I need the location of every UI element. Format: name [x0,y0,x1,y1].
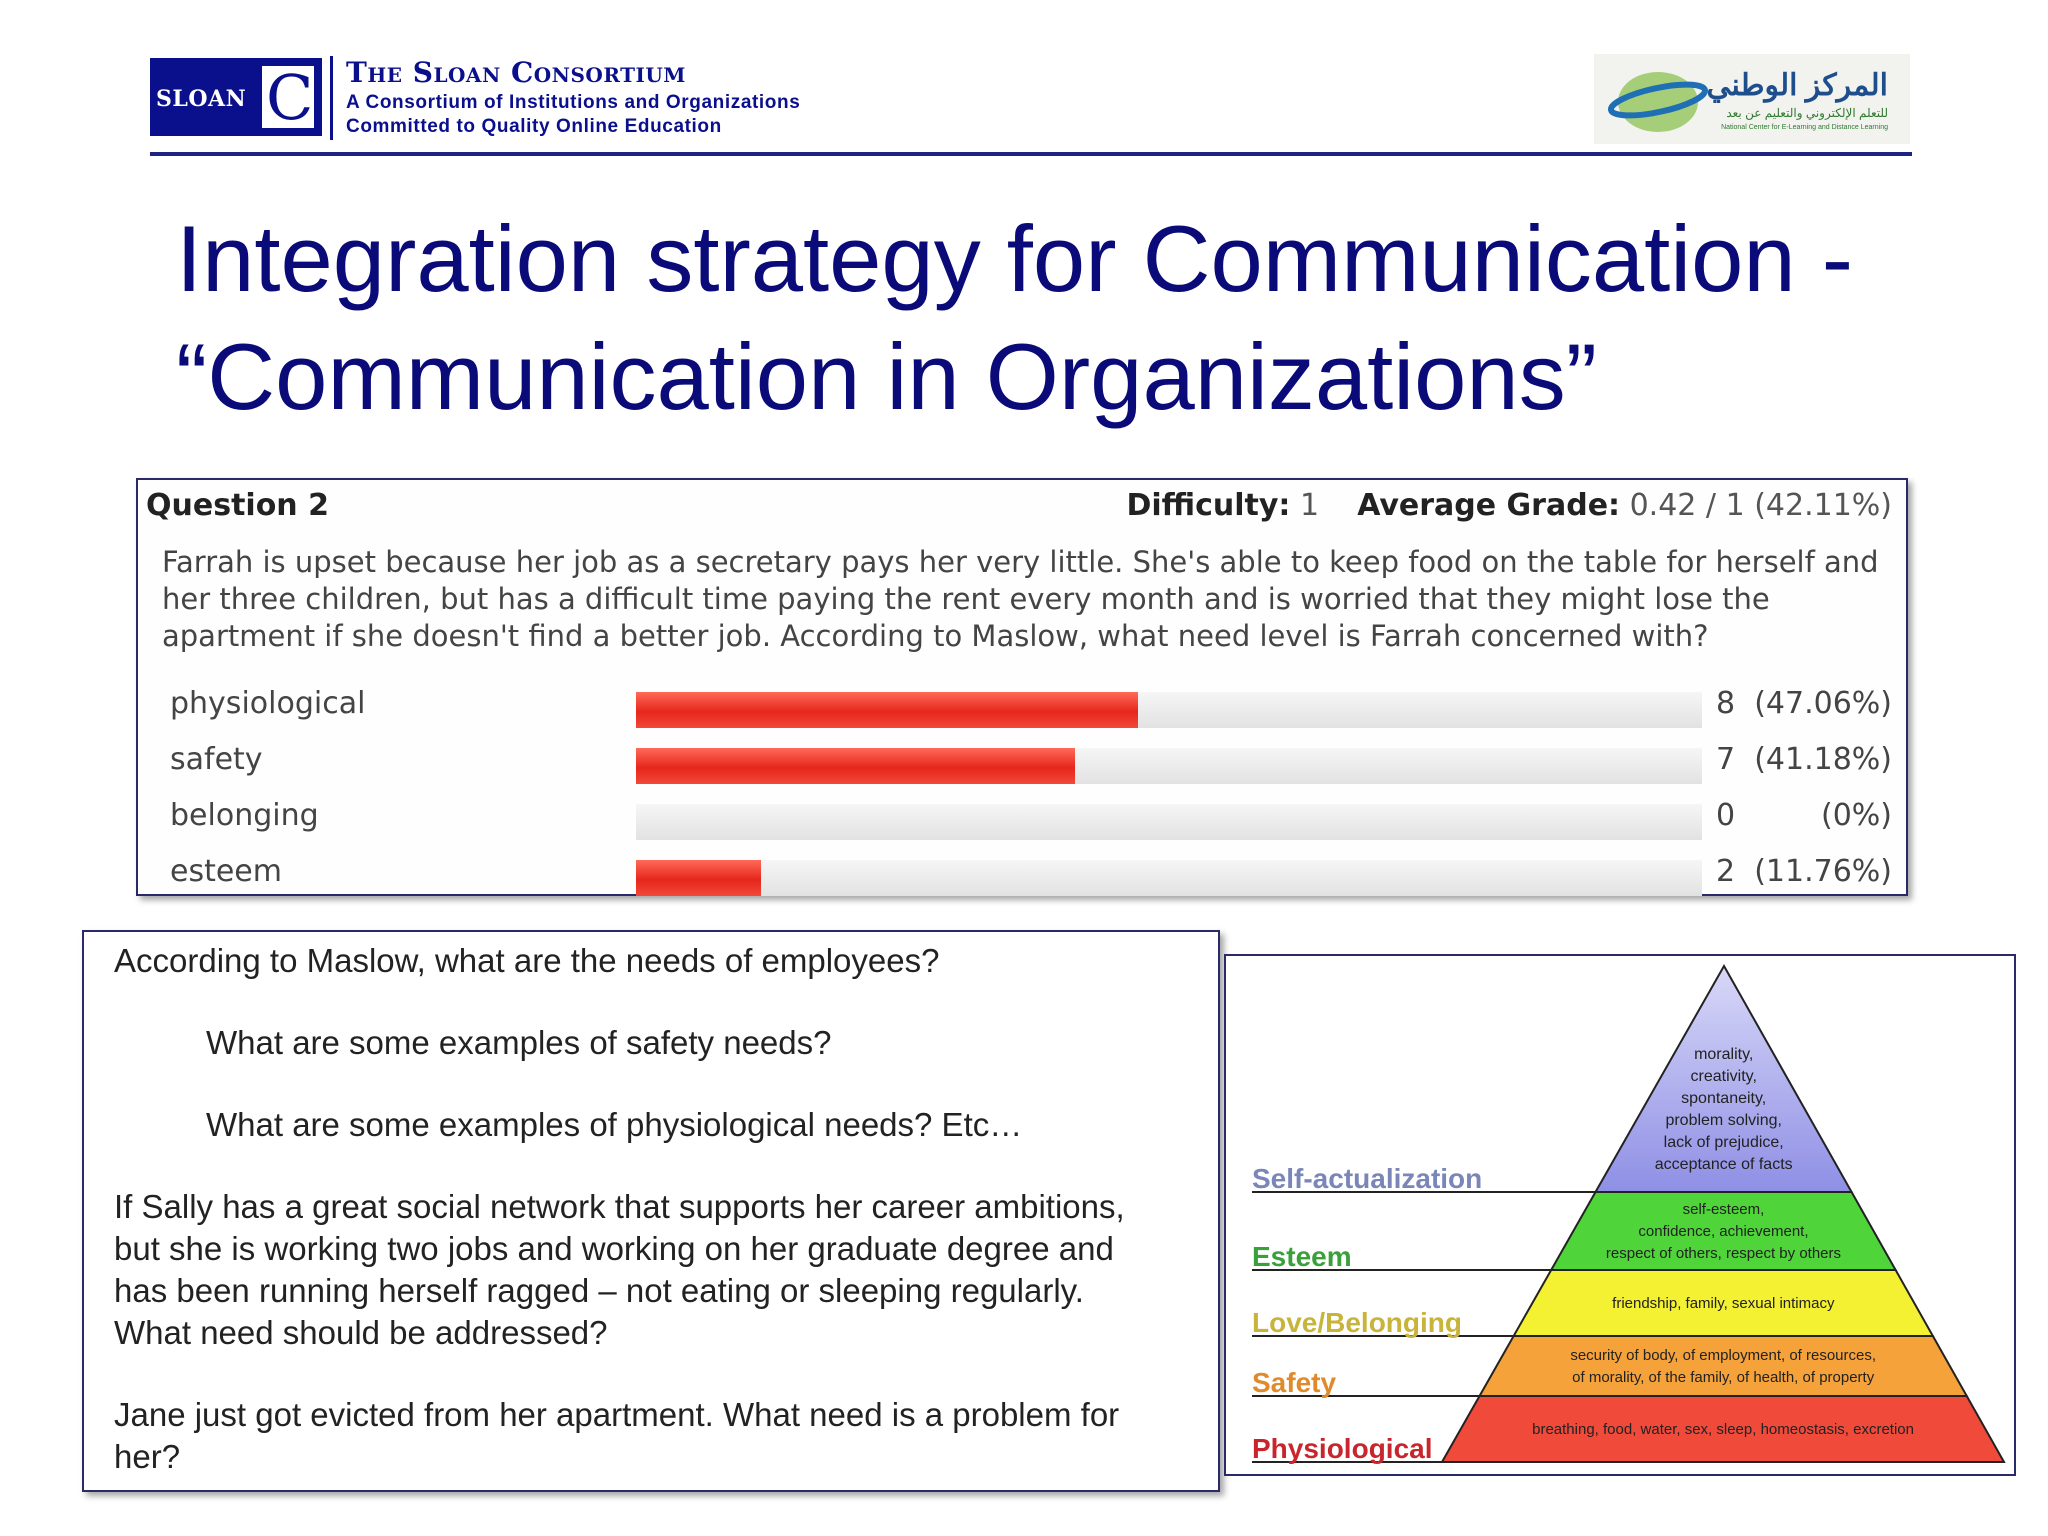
answer-count: 7 [1716,742,1736,777]
pyramid-level-description: acceptance of facts [1654,1156,1793,1173]
discussion-question-2 [114,1186,1125,1354]
sloan-logo-title: The Sloan Consortium [346,56,686,89]
slide-title-line-2: “Communication in Organizations” [176,324,1598,429]
answer-label: belonging [170,798,319,833]
discussion-question-1: According to Maslow, what are the needs of employees? [114,942,940,979]
ncel-globe-icon [1600,54,1710,144]
maslow-pyramid [1226,956,2014,1474]
slide-title-line-1: Integration strategy for Communication - [176,206,1854,311]
sloan-logo-subtitle-1: A Consortium of Institutions and Organizations [346,92,801,113]
pyramid-level-name: Safety [1252,1367,1337,1398]
pyramid-level-description: breathing, food, water, sex, sleep, homeostasis, excretion [1532,1421,1915,1438]
pyramid-level-band [1480,1336,1967,1396]
sloan-logo-subtitle-2: Committed to Quality Online Education [346,116,722,137]
answer-row [138,790,1906,846]
average-grade-value: 0.42 / 1 (42.11%) [1629,488,1892,523]
question-text: Farrah is upset because her job as a secretary pays her very little. She's able to keep food on the table for herself and her three children, but has a difficult time paying the rent every month and is worried that they might lose the apartment if she doesn't find a better job. According to Maslow, what need level is Farrah concerned with? [162,545,1879,653]
discussion-question-2-line: has been running herself ragged – not eating or sleeping regularly. [114,1272,1084,1309]
answer-count: 0 [1716,798,1736,833]
pyramid-level-description: respect of others, respect by others [1605,1245,1842,1262]
sloan-consortium-logo [150,56,860,140]
pyramid-level-description: morality, [1694,1046,1754,1063]
pyramid-level-name: Esteem [1252,1241,1352,1272]
answer-bar-track [636,804,1702,840]
discussion-questions-panel [82,930,1220,1492]
pyramid-level-description: self-esteem, [1682,1201,1765,1218]
discussion-question-3 [114,1394,1119,1478]
difficulty-label: Difficulty: [1126,488,1291,523]
pyramid-level-description: creativity, [1690,1068,1757,1085]
pyramid-level-description: friendship, family, sexual intimacy [1612,1295,1835,1312]
answer-percent: (41.18%) [1754,742,1892,777]
answer-bar-track [636,692,1702,728]
pyramid-level-description: spontaneity, [1681,1090,1767,1107]
discussion-question-2-line: What need should be addressed? [114,1314,608,1351]
question-meta [1126,488,1892,523]
pyramid-level-name: Love/Belonging [1252,1307,1462,1338]
answer-percent: (0%) [1820,798,1892,833]
answer-label: safety [170,742,263,777]
ncel-arabic-title: المركز الوطني [1706,69,1888,102]
average-grade-label: Average Grade: [1357,488,1621,523]
pyramid-level-name: Physiological [1252,1433,1433,1464]
pyramid-level-description: security of body, of employment, of resources, [1570,1347,1877,1364]
pyramid-level-description: confidence, achievement, [1638,1223,1809,1240]
pyramid-level-name: Self-actualization [1252,1163,1483,1194]
pyramid-level-description: lack of prejudice, [1663,1134,1784,1151]
answer-row [138,846,1906,902]
answer-percent: (47.06%) [1754,686,1892,721]
discussion-question-2-line: but she is working two jobs and working on her graduate degree and [114,1230,1114,1267]
quiz-statistics-panel [136,478,1908,896]
discussion-question-2-line: If Sally has a great social network that supports her career ambitions, [114,1188,1125,1225]
answer-count: 8 [1716,686,1736,721]
answer-percent: (11.76%) [1754,854,1892,889]
question-label: Question 2 [146,488,329,523]
sloan-logo-letter: C [266,61,314,134]
sloan-logo-word: SLOAN [156,86,247,112]
answer-label: esteem [170,854,282,889]
sloan-logo-mark [150,58,322,136]
pyramid-level-description: of morality, of the family, of health, of property [1572,1369,1875,1386]
answer-bar-fill [636,692,1138,728]
slide-title [176,200,1966,436]
ncel-logo [1594,54,1910,144]
discussion-question-1b: What are some examples of physiological needs? Etc… [206,1106,1023,1143]
answer-row [138,678,1906,734]
sloan-logo-c-box [260,61,316,134]
discussion-question-1a: What are some examples of safety needs? [206,1024,832,1061]
discussion-question-3-line: her? [114,1438,181,1475]
answer-bar-fill [636,748,1075,784]
answer-count: 2 [1716,854,1736,889]
sloan-logo-divider [330,56,333,140]
answer-label: physiological [170,686,366,721]
ncel-arabic-subtitle: للتعلم الإلكتروني والتعليم عن بعد [1726,106,1888,120]
answer-bar-track [636,860,1702,896]
ncel-english-subtitle: National Center for E-Learning and Distance Learning [1721,124,1888,131]
maslow-pyramid-panel [1224,954,2016,1476]
answer-bar-track [636,748,1702,784]
difficulty-value: 1 [1299,488,1320,523]
pyramid-level-description: problem solving, [1665,1112,1782,1129]
discussion-question-3-line: Jane just got evicted from her apartment. What need is a problem for [114,1396,1120,1433]
answer-bar-fill [636,860,761,896]
answer-row [138,734,1906,790]
header-divider [150,152,1912,156]
